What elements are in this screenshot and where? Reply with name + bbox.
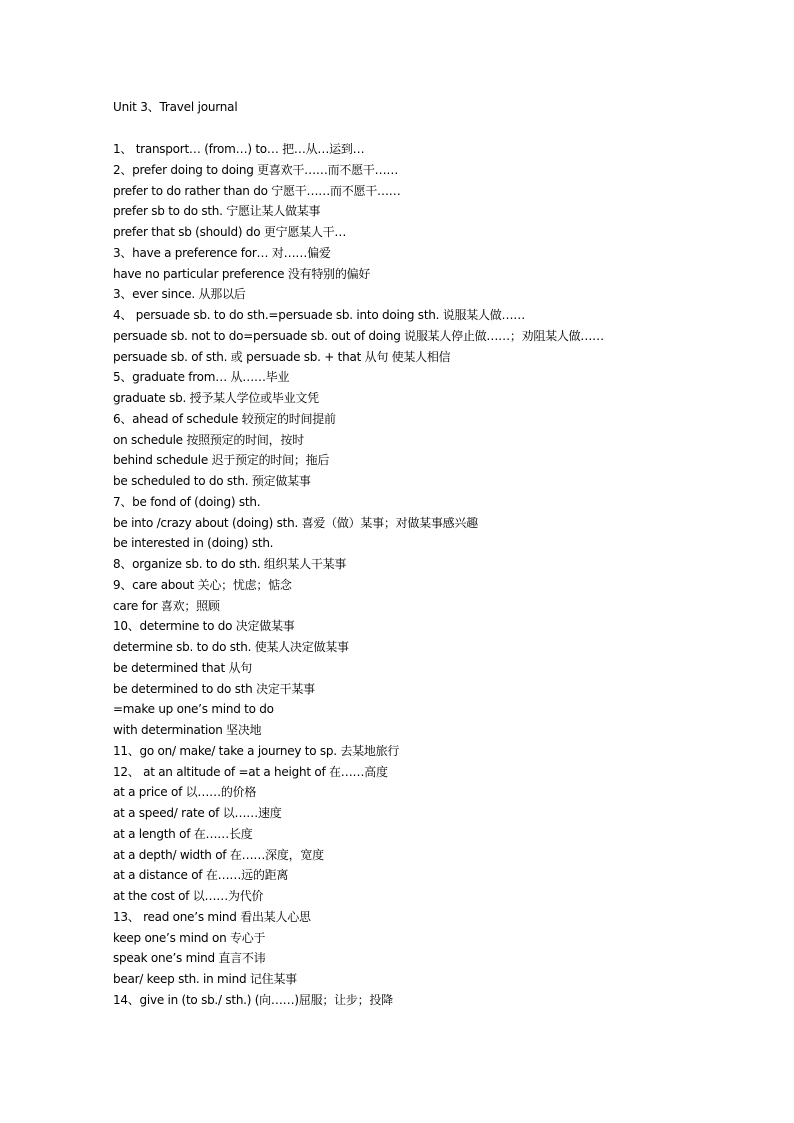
vocabulary-line: 11、go on/ make/ take a journey to sp. 去某地旅行 — [113, 743, 400, 758]
vocabulary-line: at a distance of 在……远的距离 — [113, 868, 289, 883]
vocabulary-line: at a speed/ rate of 以……速度 — [113, 806, 282, 820]
vocabulary-line: 13、 read one’s mind 看出某人心思 — [113, 909, 311, 924]
vocabulary-line: be interested in (doing) sth. — [113, 536, 274, 551]
vocabulary-line: 12、 at an altitude of =at a height of 在……高度 — [113, 764, 388, 779]
vocabulary-line: 3、have a preference for… 对……偏爱 — [113, 245, 331, 260]
document-title: Unit 3、Travel journal — [113, 100, 238, 114]
vocabulary-line: 7、be fond of (doing) sth. — [113, 494, 261, 509]
vocabulary-line: 1、 transport… (from…) to… 把…从…运到… — [113, 142, 365, 156]
vocabulary-line: prefer sb to do sth. 宁愿让某人做某事 — [113, 204, 321, 219]
vocabulary-line: keep one’s mind on 专心于 — [113, 930, 266, 945]
vocabulary-line: be determined to do sth 决定干某事 — [113, 681, 315, 696]
vocabulary-line: 4、 persuade sb. to do sth.=persuade sb. into doing sth. 说服某人做…… — [113, 308, 526, 322]
vocabulary-line: behind schedule 迟于预定的时间；拖后 — [113, 453, 330, 468]
vocabulary-line: determine sb. to do sth. 使某人决定做某事 — [113, 640, 349, 654]
vocabulary-line: at a price of 以……的价格 — [113, 785, 257, 800]
vocabulary-line: with determination 坚决地 — [113, 723, 262, 737]
vocabulary-line: 6、ahead of schedule 较预定的时间提前 — [113, 411, 336, 426]
vocabulary-list — [113, 139, 753, 1011]
vocabulary-line: bear/ keep sth. in mind 记住某事 — [113, 972, 297, 986]
vocabulary-line: 10、determine to do 决定做某事 — [113, 619, 295, 634]
vocabulary-line: =make up one’s mind to do — [113, 702, 274, 717]
vocabulary-line: at a depth/ width of 在……深度，宽度 — [113, 847, 324, 862]
vocabulary-line: graduate sb. 授予某人学位或毕业文凭 — [113, 391, 319, 405]
vocabulary-line: be scheduled to do sth. 预定做某事 — [113, 474, 311, 488]
vocabulary-line: be determined that 从句 — [113, 660, 253, 675]
vocabulary-line: 5、graduate from… 从……毕业 — [113, 370, 290, 385]
vocabulary-line: speak one’s mind 直言不讳 — [113, 951, 266, 966]
vocabulary-line: 14、give in (to sb./ sth.) (向……)屈服；让步；投降 — [113, 992, 393, 1007]
vocabulary-line: persuade sb. not to do=persuade sb. out of doing 说服某人停止做……；劝阻某人做…… — [113, 328, 604, 343]
vocabulary-line: prefer to do rather than do 宁愿干……而不愿干…… — [113, 183, 401, 198]
vocabulary-line: prefer that sb (should) do 更宁愿某人干… — [113, 225, 347, 239]
vocabulary-line: at a length of 在……长度 — [113, 826, 253, 841]
vocabulary-line: have no particular preference 没有特别的偏好 — [113, 266, 371, 281]
vocabulary-line: 9、care about 关心；忧虑；惦念 — [113, 577, 292, 592]
vocabulary-line: 3、ever since. 从那以后 — [113, 287, 246, 302]
vocabulary-line: 2、prefer doing to doing 更喜欢干……而不愿干…… — [113, 162, 399, 177]
vocabulary-line: be into /crazy about (doing) sth. 喜爱（做）某事；对做某事感兴趣 — [113, 515, 478, 530]
vocabulary-line: on schedule 按照预定的时间，按时 — [113, 432, 304, 447]
vocabulary-line: 8、organize sb. to do sth. 组织某人干某事 — [113, 557, 347, 571]
vocabulary-line: care for 喜欢；照顾 — [113, 598, 220, 613]
vocabulary-line: persuade sb. of sth. 或 persuade sb. + that 从句 使某人相信 — [113, 349, 451, 364]
vocabulary-line: at the cost of 以……为代价 — [113, 889, 264, 903]
